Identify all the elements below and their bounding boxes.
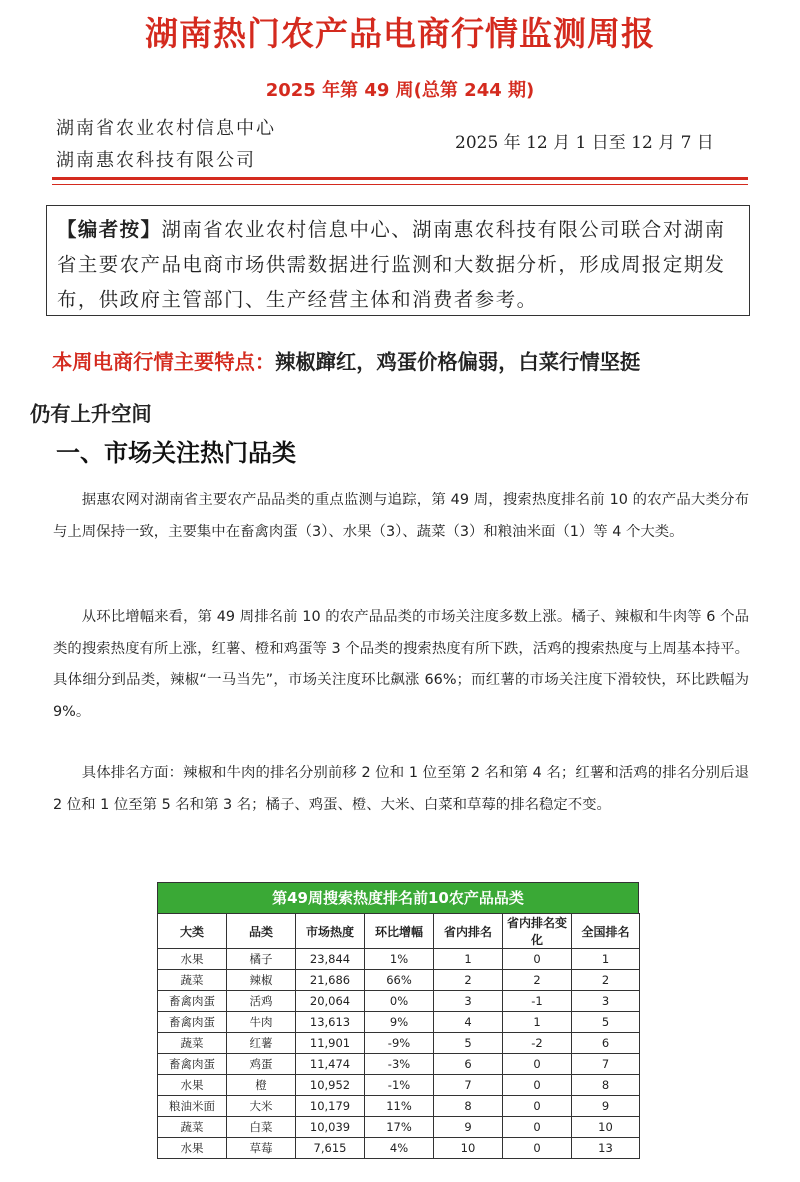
editor-note-text: 湖南省农业农村信息中心、湖南惠农科技有限公司联合对湖南省主要农产品电商市场供需数据进行监测和大数据分析，形成周报定期发布，供政府主管部门、生产经营主体和消费者参考。 (57, 218, 726, 311)
column-header: 全国排名 (572, 914, 640, 949)
table-cell: 10 (434, 1138, 503, 1159)
table-cell: 9% (365, 1012, 434, 1033)
table-cell: 7 (572, 1054, 640, 1075)
table-cell: 23,844 (296, 949, 365, 970)
table-cell: 畜禽肉蛋 (158, 1054, 227, 1075)
editor-note-box (46, 205, 750, 316)
table-body (158, 949, 640, 1159)
table-cell: 0 (503, 1075, 572, 1096)
table-cell: 3 (572, 991, 640, 1012)
table-cell: 畜禽肉蛋 (158, 1012, 227, 1033)
table-cell: 10,952 (296, 1075, 365, 1096)
table-header-row (158, 914, 640, 949)
paragraph-2: 从环比增幅来看，第 49 周排名前 10 的农产品品类的市场关注度多数上涨。橘子、辣椒和牛肉等 6 个品类的搜索热度有所上涨，红薯、橙和鸡蛋等 3 个品类的搜索热度有所下跌，活鸡的搜索热度与上周基本持平。具体细分到品类，辣椒“一马当先”，市场关注度环比飙涨 66%；而红薯的市场关注度下滑较快，环比跌幅为 9%。 (53, 609, 749, 720)
issue-number: 2025 年第 49 周(总第 244 期) (265, 80, 535, 101)
table-cell: 橙 (227, 1075, 296, 1096)
editor-note-label: 【编者按】 (57, 218, 162, 241)
table-row (158, 991, 640, 1012)
table-cell: 1 (503, 1012, 572, 1033)
table-cell: 6 (434, 1054, 503, 1075)
table-cell: 草莓 (227, 1138, 296, 1159)
table-cell: 水果 (158, 1075, 227, 1096)
table-cell: 粮油米面 (158, 1096, 227, 1117)
table-cell: 9 (434, 1117, 503, 1138)
table-cell: 0 (503, 949, 572, 970)
table-cell: 11,474 (296, 1054, 365, 1075)
table-cell: 大米 (227, 1096, 296, 1117)
table-cell: 2 (434, 970, 503, 991)
table-cell: 红薯 (227, 1033, 296, 1054)
table-row (158, 970, 640, 991)
table-cell: 8 (434, 1096, 503, 1117)
table-cell: 13 (572, 1138, 640, 1159)
table-cell: 10 (572, 1117, 640, 1138)
table-cell: 蔬菜 (158, 970, 227, 991)
table-cell: 7,615 (296, 1138, 365, 1159)
table-cell: 畜禽肉蛋 (158, 991, 227, 1012)
table-row (158, 1117, 640, 1138)
table-cell: 0 (503, 1054, 572, 1075)
column-header: 环比增幅 (365, 914, 434, 949)
table-cell: 0 (503, 1117, 572, 1138)
highlight-text-2: 仍有上升空间 (30, 402, 152, 426)
header-divider-thin (52, 184, 748, 185)
table-cell: 9 (572, 1096, 640, 1117)
highlight-label: 本周电商行情主要特点： (52, 350, 276, 374)
table-cell: 蔬菜 (158, 1033, 227, 1054)
report-title: 湖南热门农产品电商行情监测周报 (145, 14, 655, 53)
table-cell: 4% (365, 1138, 434, 1159)
table-cell: 21,686 (296, 970, 365, 991)
column-header: 市场热度 (296, 914, 365, 949)
table-cell: 白菜 (227, 1117, 296, 1138)
table-cell: 5 (572, 1012, 640, 1033)
table-cell: -1% (365, 1075, 434, 1096)
table-cell: 7 (434, 1075, 503, 1096)
table-title: 第49周搜索热度排名前10农产品品类 (157, 882, 639, 913)
table-cell: 辣椒 (227, 970, 296, 991)
table-cell: 10,039 (296, 1117, 365, 1138)
table-cell: 0 (503, 1138, 572, 1159)
table-row (158, 1096, 640, 1117)
table-cell: 橘子 (227, 949, 296, 970)
table-cell: -1 (503, 991, 572, 1012)
table-cell: 0% (365, 991, 434, 1012)
date-range: 2025 年 12 月 1 日至 12 月 7 日 (455, 133, 714, 153)
table-cell: 6 (572, 1033, 640, 1054)
paragraph-1: 据惠农网对湖南省主要农产品品类的重点监测与追踪，第 49 周，搜索热度排名前 10 的农产品大类分布与上周保持一致，主要集中在畜禽肉蛋（3）、水果（3）、蔬菜（3）和粮油米面（1）等 4 个大类。 (53, 492, 749, 540)
paragraph-3: 具体排名方面：辣椒和牛肉的排名分别前移 2 位和 1 位至第 2 名和第 4 名；红薯和活鸡的排名分别后退 2 位和 1 位至第 5 名和第 3 名；橘子、鸡蛋、橙、大米、白菜和草莓的排名稳定不变。 (53, 765, 749, 813)
table-cell: 活鸡 (227, 991, 296, 1012)
table-cell: 4 (434, 1012, 503, 1033)
column-header: 省内排名 (434, 914, 503, 949)
header-divider-thick (52, 177, 748, 180)
table-cell: 3 (434, 991, 503, 1012)
table-cell: 5 (434, 1033, 503, 1054)
table-cell: 水果 (158, 949, 227, 970)
column-header: 品类 (227, 914, 296, 949)
highlight-text-1: 辣椒蹿红，鸡蛋价格偏弱，白菜行情坚挺 (275, 350, 641, 374)
publisher-org-1: 湖南省农业农村信息中心 (56, 118, 276, 139)
table-cell: 11% (365, 1096, 434, 1117)
table-cell: -2 (503, 1033, 572, 1054)
table-cell: 2 (572, 970, 640, 991)
table-cell: 17% (365, 1117, 434, 1138)
table-cell: 11,901 (296, 1033, 365, 1054)
column-header: 大类 (158, 914, 227, 949)
table-cell: 66% (365, 970, 434, 991)
table-cell: 13,613 (296, 1012, 365, 1033)
publisher-org-2: 湖南惠农科技有限公司 (56, 150, 256, 171)
table-row (158, 1012, 640, 1033)
weekly-highlight (30, 336, 775, 440)
table-cell: 20,064 (296, 991, 365, 1012)
table-row (158, 1054, 640, 1075)
table-cell: 1% (365, 949, 434, 970)
table-row (158, 1138, 640, 1159)
table-cell: 8 (572, 1075, 640, 1096)
ranking-table (157, 882, 639, 1159)
table-cell: 蔬菜 (158, 1117, 227, 1138)
table-cell: -9% (365, 1033, 434, 1054)
table-cell: 2 (503, 970, 572, 991)
table-cell: 牛肉 (227, 1012, 296, 1033)
column-header: 省内排名变化 (503, 914, 572, 949)
table-cell: -3% (365, 1054, 434, 1075)
ranking-table-grid (157, 913, 640, 1159)
table-row (158, 1075, 640, 1096)
table-row (158, 1033, 640, 1054)
table-row (158, 949, 640, 970)
table-cell: 水果 (158, 1138, 227, 1159)
table-cell: 0 (503, 1096, 572, 1117)
table-cell: 鸡蛋 (227, 1054, 296, 1075)
table-cell: 1 (434, 949, 503, 970)
table-cell: 10,179 (296, 1096, 365, 1117)
section-heading: 一、市场关注热门品类 (56, 438, 296, 467)
table-cell: 1 (572, 949, 640, 970)
